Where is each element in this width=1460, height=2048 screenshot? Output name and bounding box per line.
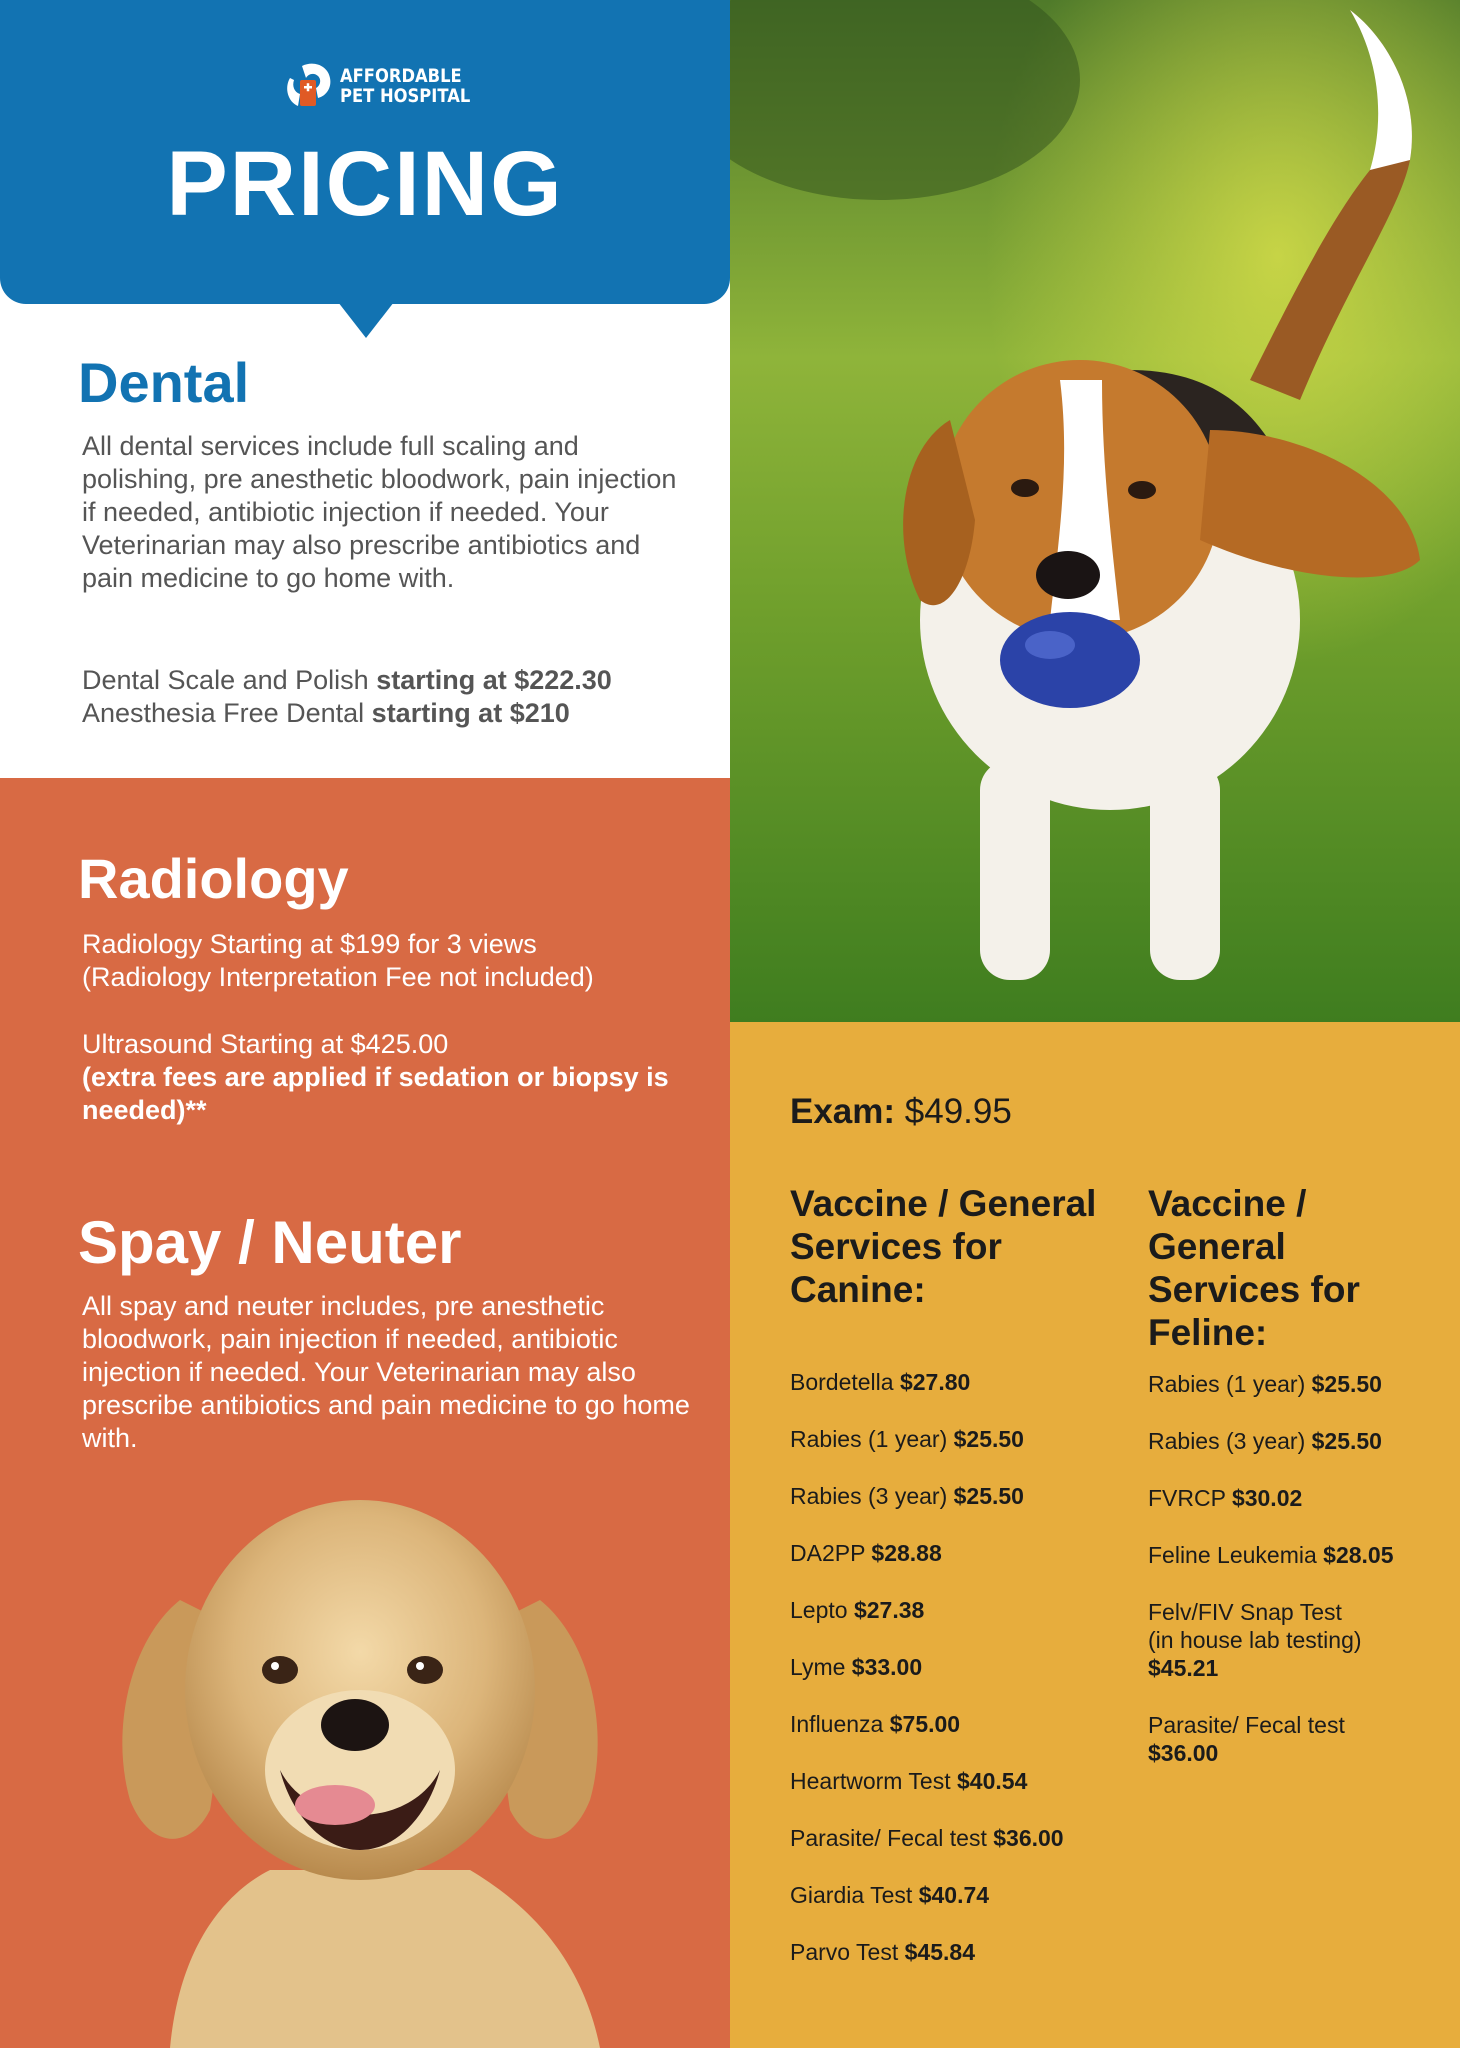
exam-price: Exam: $49.95 xyxy=(790,1092,1012,1131)
dental-price-item: Dental Scale and Polish starting at $222.30 xyxy=(82,665,612,695)
ultrasound-description: Ultrasound Starting at $425.00 (extra fees are applied if sedation or biopsy is needed)** xyxy=(82,1028,722,1127)
list-item: Parasite/ Fecal test $36.00 xyxy=(1148,1712,1345,1766)
page-title: PRICING xyxy=(166,133,564,235)
list-item: DA2PP $28.88 xyxy=(790,1540,942,1566)
list-item: Parvo Test $45.84 xyxy=(790,1939,975,1965)
list-item: Giardia Test $40.74 xyxy=(790,1882,990,1908)
dental-description: All dental services include full scaling and polishing, pre anesthetic bloodwork, pain injection if needed, antibiotic injection if needed. Your Veterinarian may also prescribe antibiotics and pain medicine to go home with. xyxy=(82,431,677,593)
logo-line2: PET HOSPITAL xyxy=(340,85,471,107)
list-item: Rabies (1 year) $25.50 xyxy=(1148,1371,1382,1397)
canine-services-heading: Vaccine / General Services for Canine: xyxy=(790,1183,1097,1310)
pet-hospital-logo-icon xyxy=(280,58,334,114)
list-item: Lyme $33.00 xyxy=(790,1654,923,1680)
list-item: FVRCP $30.02 xyxy=(1148,1485,1303,1511)
dental-price-item: Anesthesia Free Dental starting at $210 xyxy=(82,698,570,728)
list-item: Rabies (3 year) $25.50 xyxy=(1148,1428,1382,1454)
dental-heading: Dental xyxy=(78,351,250,414)
list-item: Felv/FIV Snap Test (in house lab testing) $45.21 xyxy=(1148,1599,1362,1681)
header-pointer xyxy=(338,302,394,338)
golden-retriever-photo xyxy=(110,1470,630,2048)
list-item: Feline Leukemia $28.05 xyxy=(1148,1542,1394,1568)
list-item: Parasite/ Fecal test $36.00 xyxy=(790,1825,1064,1851)
dental-price-list xyxy=(82,664,722,730)
canine-services-list xyxy=(790,1368,1140,1995)
spay-neuter-heading: Spay / Neuter xyxy=(78,1209,462,1276)
feline-services-list xyxy=(1148,1370,1448,1796)
list-item: Lepto $27.38 xyxy=(790,1597,925,1623)
list-item: Heartworm Test $40.54 xyxy=(790,1768,1028,1794)
spay-neuter-description: All spay and neuter includes, pre anesthetic bloodwork, pain injection if needed, antibiotic injection if needed. Your Veterinarian may also prescribe antibiotics and pain medicine to go home with. xyxy=(82,1291,690,1453)
radiology-heading: Radiology xyxy=(78,847,349,910)
list-item: Influenza $75.00 xyxy=(790,1711,961,1737)
ultrasound-note: (extra fees are applied if sedation or biopsy is needed)** xyxy=(82,1062,669,1125)
list-item: Bordetella $27.80 xyxy=(790,1369,971,1395)
beagle-photo xyxy=(730,0,1460,1022)
list-item: Rabies (1 year) $25.50 xyxy=(790,1426,1024,1452)
feline-services-heading: Vaccine / General Services for Feline: xyxy=(1148,1183,1360,1353)
pricing-header xyxy=(0,0,730,304)
radiology-description: Radiology Starting at $199 for 3 views (Radiology Interpretation Fee not included) xyxy=(82,929,594,992)
brand-logo xyxy=(280,56,492,116)
logo-line1: AFFORDABLE xyxy=(340,65,462,87)
list-item: Rabies (3 year) $25.50 xyxy=(790,1483,1024,1509)
